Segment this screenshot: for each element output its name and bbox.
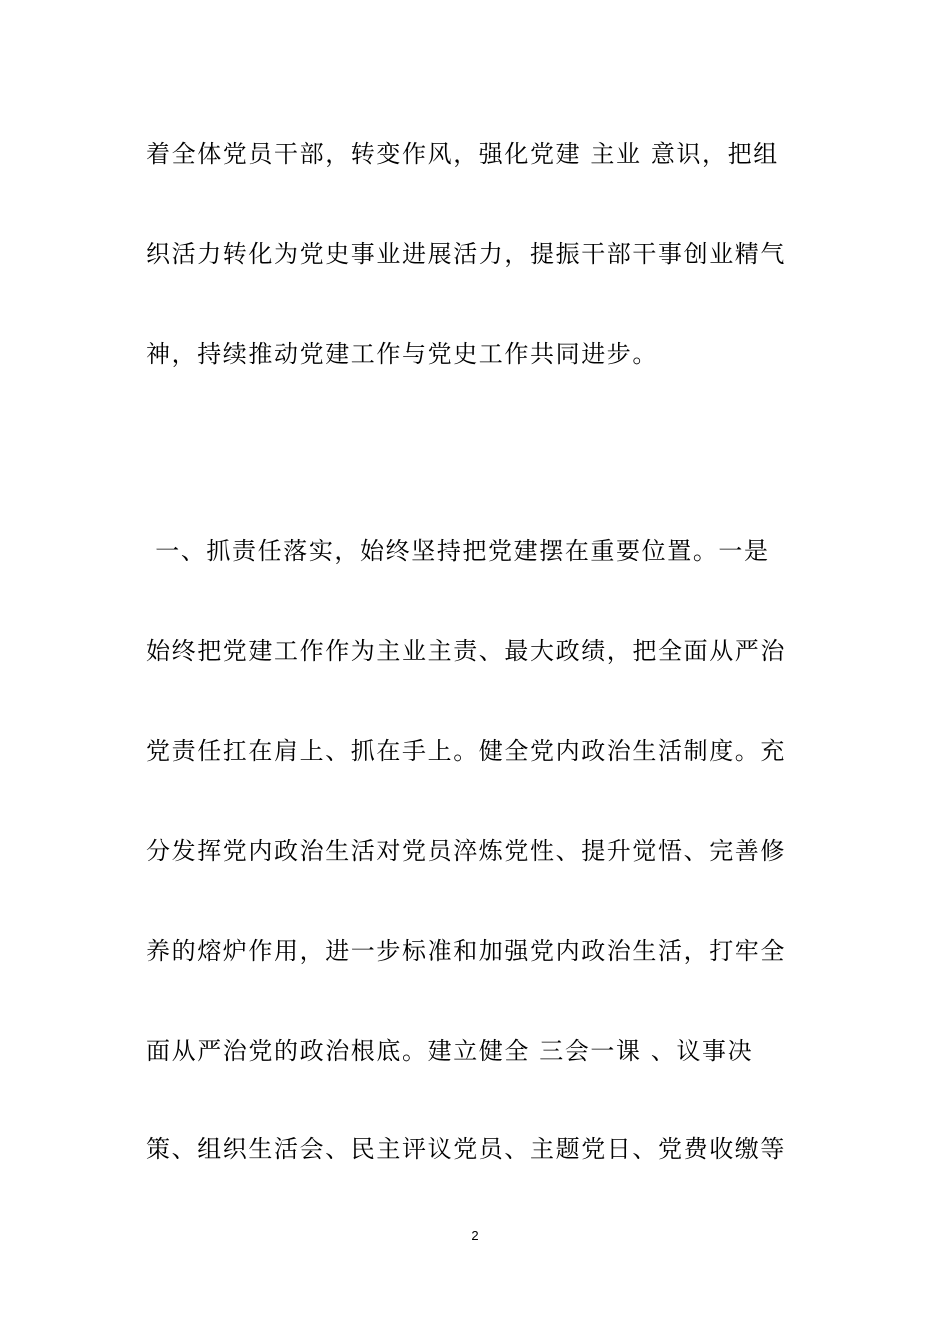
text-line: 一、抓责任落实，始终坚持把党建摆在重要位置。一是 <box>146 537 770 565</box>
text-line: 党责任扛在肩上、抓在手上。健全党内政治生活制度。充 <box>146 737 786 765</box>
page-number: 2 <box>471 1228 479 1243</box>
text-line: 着全体党员干部，转变作风，强化党建 主业 意识，把组 <box>146 140 779 168</box>
text-line: 织活力转化为党史事业进展活力，提振干部干事创业精气 <box>146 240 786 268</box>
text-line: 分发挥党内政治生活对党员淬炼党性、提升觉悟、完善修 <box>146 837 786 865</box>
text-line: 神，持续推动党建工作与党史工作共同进步。 <box>146 340 658 368</box>
text-line: 策、组织生活会、民主评议党员、主题党日、党费收缴等 <box>146 1135 786 1163</box>
text-line: 始终把党建工作作为主业主责、最大政绩，把全面从严治 <box>146 637 786 665</box>
text-line: 面从严治党的政治根底。建立健全 三会一课 、议事决 <box>146 1037 754 1065</box>
text-line: 养的熔炉作用，进一步标准和加强党内政治生活，打牢全 <box>146 937 786 965</box>
